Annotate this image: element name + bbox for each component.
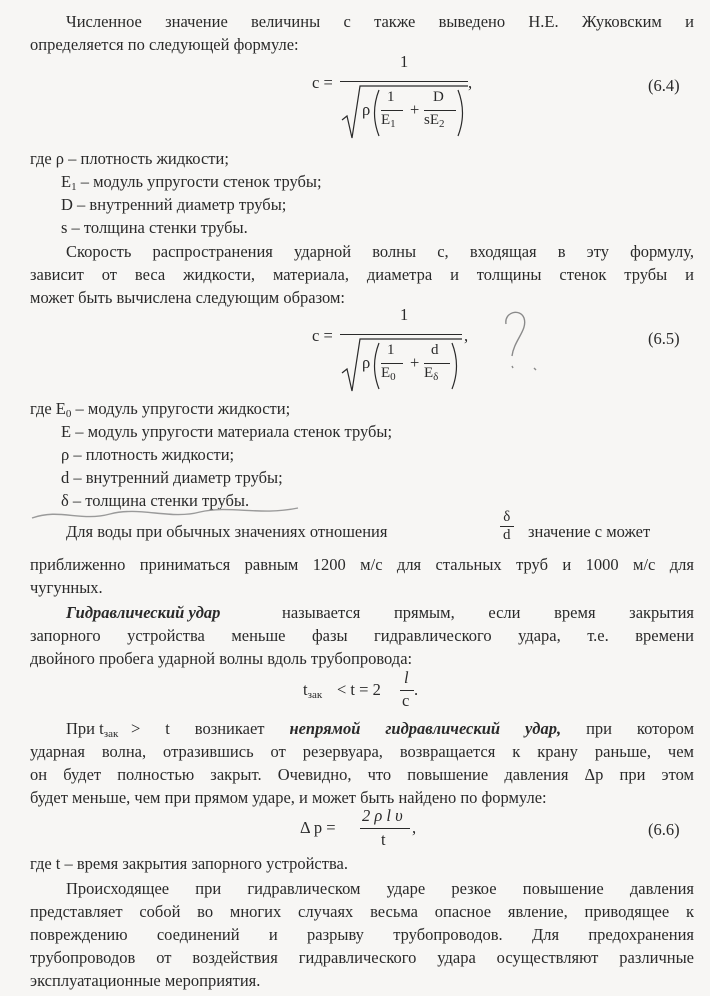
definition-line: d – внутренний диаметр трубы; — [61, 468, 283, 487]
fraction-bar — [381, 110, 403, 111]
definition-line: $E_1$ – модуль упругости стенок трубы; — [61, 172, 322, 193]
paragraph-line: он будет полностью закрыт. Очевидно, что повышение давления Δp при этом — [30, 765, 694, 784]
paragraph-line: запорного устройства меньше фазы гидравлического удара, т.е. времени — [30, 626, 694, 645]
paragraph-line: называется прямым, если время закрытия — [282, 603, 694, 622]
paragraph-line — [66, 601, 220, 624]
definition-line: где ρ – плотность жидкости; — [30, 149, 229, 168]
definition-line: D – внутренний диаметр трубы; — [61, 195, 287, 214]
paragraph-line: двойного пробега ударной волны вдоль трубопровода: — [30, 649, 413, 668]
right-paren — [456, 88, 468, 138]
definition-line: s – толщина стенки трубы. — [61, 218, 248, 237]
paragraph-line: > t возникает непрямой гидравлический удар, при котором — [131, 719, 695, 738]
paragraph-line: значение c может — [528, 522, 651, 541]
definition-line: δ – толщина стенки трубы. — [61, 491, 250, 510]
term-hydraulic-shock: Гидравлический удар — [66, 603, 221, 622]
document-page: Численное значение величины с также выведено Н.Е. Жуковским и определяется по следующей формуле: c = 1 ρ 1 $E_1$ + D $sE_2$ , (6.4) где ρ – плотность жидкости; $E_1$ – модуль упругости стенок трубы; D – внутренний диаметр трубы; s – толщина стенки трубы. Скорость распространения ударной волны с, входящая в эту формулу, зависит от веса жидкости, материала, диаметра и толщины стенок трубы и может быть вычислена следующим образом: c = 1 ρ 1 $E_0$ + d $E_\delta$ , (6.5) где $E_0$ – модуль упругости жидкости; E – модуль упругости материала стенок трубы; ρ – плотность жидкости; d – внутренний диаметр трубы; δ – толщина стенки трубы. Для воды при обычных значениях отношения δ d значение c может приближенно приниматься равным 1200 м/с для стальных труб и 1000 м/с для чугунных. Гидравлический удар называется прямым, если время закрытия запорного устройства меньше фазы гидравлического удара, т.е. времени двойного пробега ударной волны вдоль трубопровода: $t_{зак}$ < t = 2 l c . При $t_{зак}$ > t возникает непрямой гидравлический удар, при котором ударная волна, отразившись от резервуара, возвращается к крану раньше, чем он будет полностью закрыт. Очевидно, что повышение давления Δp при этом будет меньше, чем при прямом ударе, и может быть найдено по формуле: Δ p = 2 ρ l υ t , (6.6) где t – время закрытия запорного устройства. Происходящее при гидравлическом ударе резкое повышение давления представляет собой во многих случаях весьма опасное явление, приводящее к повреждению соединений и разрыву трубопроводов. Для предохранения трубопроводов от воздействия гидравлического удара осуществляют различные эксплуатационные мероприятия. — [30, 12, 695, 990]
paragraph-line: Скорость распространения ударной волны с, входящая в эту формулу, — [66, 242, 694, 261]
paragraph-line: приближенно приниматься равным 1200 м/с для стальных труб и 1000 м/с для — [30, 555, 694, 574]
paragraph-line: трубопроводов от воздействия гидравлического удара осуществляют различные — [30, 948, 694, 967]
handwritten-question-mark — [496, 306, 546, 376]
paragraph-line: может быть вычислена следующим образом: — [30, 288, 345, 307]
paragraph-line: Численное значение величины с также выведено Н.Е. Жуковским и — [66, 12, 694, 31]
definition-line: где t – время закрытия запорного устройства. — [30, 854, 348, 873]
fraction-bar — [424, 110, 456, 111]
definition-line: где $E_0$ – модуль упругости жидкости; — [30, 399, 291, 420]
paragraph-line: чугунных. — [30, 578, 103, 597]
paragraph-line: повреждению соединений и разрыву трубопроводов. Для предохранения — [30, 925, 694, 944]
left-paren — [369, 341, 381, 391]
paragraph-line: представляет собой во многих случаях весьма опасное явление, приводящее к — [30, 902, 694, 921]
sqrt-sign — [340, 82, 470, 142]
paragraph-line: Происходящее при гидравлическом ударе резкое повышение давления — [66, 879, 694, 898]
paragraph-line: При $t_{зак}$ — [66, 719, 119, 740]
definition-line: ρ – плотность жидкости; — [61, 445, 235, 464]
fraction-bar — [360, 828, 410, 829]
paragraph-line: ударная волна, отразившись от резервуара, возвращается к крану раньше, чем — [30, 742, 694, 761]
sqrt-sign — [340, 335, 464, 395]
paragraph-line: эксплуатационные мероприятия. — [30, 971, 261, 990]
ratio-fraction: δ d — [500, 509, 514, 544]
definition-line: E – модуль упругости материала стенок трубы; — [61, 422, 393, 441]
equation-number: (6.5) — [648, 329, 680, 348]
left-paren — [369, 88, 381, 138]
right-paren — [450, 341, 462, 391]
paragraph-line: зависит от веса жидкости, материала, диаметра и толщины стенок трубы и — [30, 265, 694, 284]
fraction-bar — [381, 363, 403, 364]
fraction-bar — [424, 363, 450, 364]
equation-number: (6.4) — [648, 76, 680, 95]
equation-number: (6.6) — [648, 820, 680, 839]
paragraph-line: Для воды при обычных значениях отношения — [66, 522, 388, 541]
paragraph-line: будет меньше, чем при прямом ударе, и может быть найдено по формуле: — [30, 788, 547, 807]
paragraph-line: определяется по следующей формуле: — [30, 35, 299, 54]
